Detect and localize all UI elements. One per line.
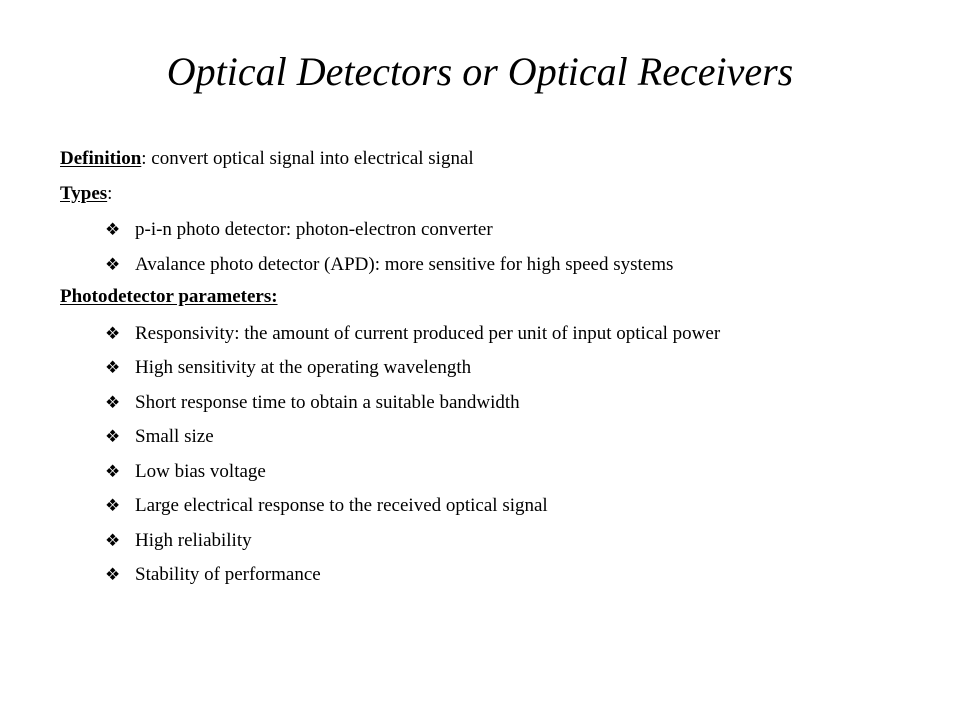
slide-content: [60, 144, 920, 593]
list-item: [60, 489, 920, 524]
list-item: [60, 248, 920, 283]
list-item-text: High reliability: [135, 529, 252, 551]
diamond-bullet-icon: ❖: [105, 358, 121, 378]
list-item-text: Small size: [135, 426, 214, 448]
list-item-text: High sensitivity at the operating wavelength: [135, 357, 472, 379]
diamond-bullet-icon: ❖: [105, 565, 121, 585]
list-item: [60, 386, 920, 421]
list-item-text: Large electrical response to the received optical signal: [135, 495, 548, 517]
diamond-bullet-icon: ❖: [105, 496, 121, 516]
list-item: [60, 420, 920, 455]
list-item: [60, 317, 920, 352]
list-item-text: Short response time to obtain a suitable bandwidth: [135, 391, 520, 413]
list-item: [60, 558, 920, 593]
list-item-text: Stability of performance: [135, 564, 321, 586]
diamond-bullet-icon: ❖: [105, 220, 121, 240]
definition-label: Definition: [60, 148, 142, 169]
list-item-text: Avalance photo detector (APD): more sensitive for high speed systems: [135, 253, 674, 275]
diamond-bullet-icon: ❖: [105, 461, 121, 481]
diamond-bullet-icon: ❖: [105, 254, 121, 274]
types-suffix: :: [107, 182, 113, 204]
slide-title: Optical Detectors or Optical Receivers: [166, 49, 794, 94]
parameters-list: [60, 317, 920, 593]
list-item: [60, 524, 920, 559]
parameters-label: Photodetector parameters:: [60, 286, 278, 307]
list-item: [60, 213, 920, 248]
diamond-bullet-icon: ❖: [105, 392, 121, 412]
diamond-bullet-icon: ❖: [105, 427, 121, 447]
list-item: [60, 455, 920, 490]
types-list: [60, 213, 920, 282]
diamond-bullet-icon: ❖: [105, 530, 121, 550]
diamond-bullet-icon: ❖: [105, 323, 121, 343]
list-item-text: Low bias voltage: [135, 460, 266, 482]
list-item-text: Responsivity: the amount of current produced per unit of input optical power: [135, 322, 721, 344]
parameters-heading: [60, 282, 920, 317]
list-item-text: p-i-n photo detector: photon-electron converter: [135, 219, 493, 241]
definition-line: [60, 144, 920, 179]
types-heading: [60, 179, 920, 214]
types-label: Types: [60, 182, 108, 204]
list-item: [60, 351, 920, 386]
definition-text: : convert optical signal into electrical signal: [141, 148, 474, 169]
